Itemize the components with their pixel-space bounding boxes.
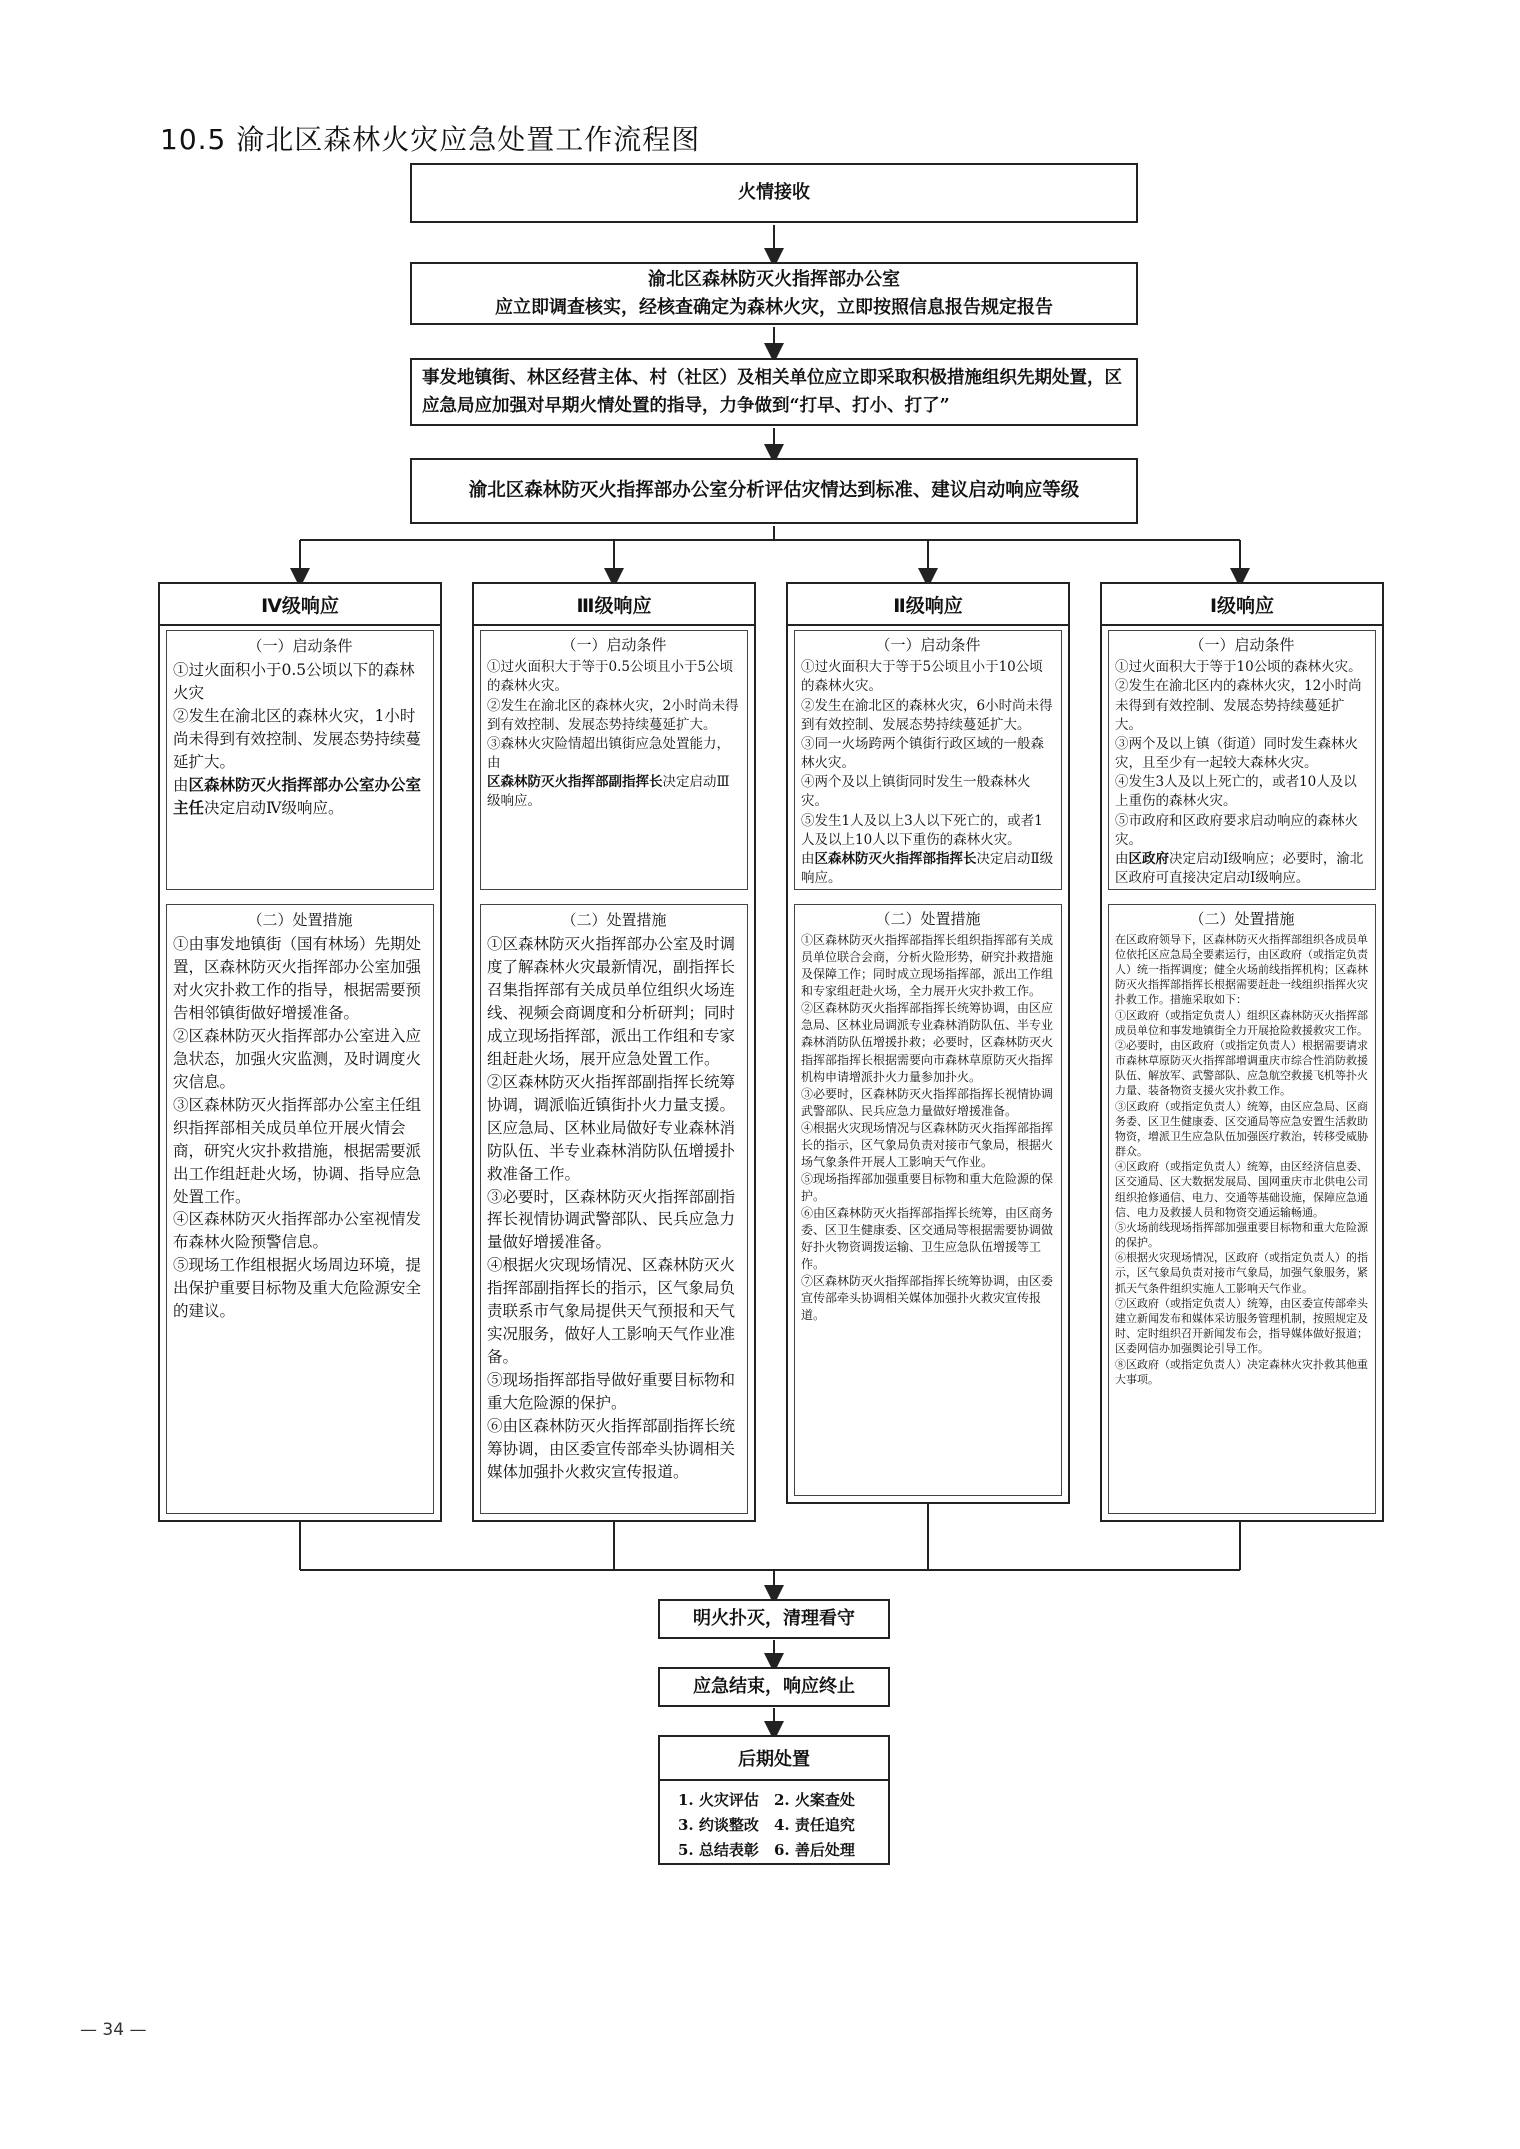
level-2-title: Ⅱ级响应 bbox=[788, 584, 1068, 626]
decision-text: 由区森林防灭火指挥部办公室办公室主任决定启动Ⅳ级响应。 bbox=[173, 774, 422, 817]
conditions-title: （一）启动条件 bbox=[247, 637, 353, 655]
page-number: — 34 — bbox=[80, 2020, 147, 2040]
level-3-conditions bbox=[480, 630, 748, 890]
level-1-column bbox=[1100, 582, 1384, 1522]
measure-item: ⑦区森林防灭火指挥部指挥长统筹协调，由区委宣传部牵头协调相关媒体加强扑火救灾宣传报道。 bbox=[801, 1273, 1054, 1322]
level-4-column bbox=[158, 582, 442, 1522]
measure-item: ②区森林防灭火指挥部副指挥长统筹协调，调派临近镇街扑火力量支援。区应急局、区林业局做好专业森林消防队伍、半专业森林消防队伍增援扑救准备工作。 bbox=[487, 1072, 736, 1183]
step-command-office bbox=[410, 262, 1138, 325]
level-3-column bbox=[472, 582, 756, 1522]
measure-item: ⑤现场指挥部指导做好重要目标物和重大危险源的保护。 bbox=[487, 1371, 736, 1412]
conditions-title: （一）启动条件 bbox=[875, 636, 981, 654]
measure-item: ②必要时，由区政府（或指定负责人）根据需要请求市森林草原防灭火指挥部增调重庆市综合性消防救援队伍、解放军、武警部队、应急航空救援飞机等扑火力量、装备物资支援火灾扑救工作。 bbox=[1115, 1038, 1368, 1098]
condition-item: ⑤发生1人及以上3人以下死亡的，或者1人及以上10人以下重伤的森林火灾。 bbox=[801, 812, 1043, 848]
level-2-measures bbox=[794, 904, 1062, 1496]
measures-title: （二）处置措施 bbox=[1189, 910, 1295, 928]
level-4-measures bbox=[166, 904, 434, 1514]
level-4-title: Ⅳ级响应 bbox=[160, 584, 440, 626]
measure-item: ⑥根据火灾现场情况，区政府（或指定负责人）的指示，区气象局负责对接市气象局，加强气象服务，紧抓天气条件组织实施人工影响天气作业。 bbox=[1115, 1251, 1368, 1295]
level-1-measures bbox=[1108, 904, 1376, 1514]
measure-item: ⑤火场前线现场指挥部加强重要目标物和重大危险源的保护。 bbox=[1115, 1220, 1368, 1250]
step-local-response: 事发地镇街、林区经营主体、村（社区）及相关单位应立即采取积极措施组织先期处置，区应急局应加强对早期火情处置的指导，力争做到“打早、打小、打了” bbox=[410, 358, 1138, 426]
condition-item: ③同一火场跨两个镇街行政区域的一般森林火灾。 bbox=[801, 735, 1044, 772]
measures-title: （二）处置措施 bbox=[875, 910, 981, 928]
decision-text: 由区政府决定启动Ⅰ级响应；必要时，渝北区政府可直接决定启动Ⅰ级响应。 bbox=[1115, 850, 1364, 887]
condition-item: ①过火面积大于等于10公顷的森林火灾。 bbox=[1115, 659, 1362, 676]
measure-item: ③必要时，区森林防灭火指挥部副指挥长视情协调武警部队、民兵应急力量做好增援准备。 bbox=[487, 1187, 736, 1252]
measure-item: ①区政府（或指定负责人）组织区森林防灭火指挥部成员单位和事发地镇街全力开展抢险救援救灾工作。 bbox=[1115, 1008, 1368, 1037]
level-3-measures bbox=[480, 904, 748, 1514]
level-3-title: Ⅲ级响应 bbox=[474, 584, 754, 626]
level-2-conditions bbox=[794, 630, 1062, 890]
condition-item: ②发生在渝北区内的森林火灾，12小时尚未得到有效控制、发展态势持续蔓延扩大。 bbox=[1115, 678, 1362, 733]
measure-item: ⑧区政府（或指定负责人）决定森林火灾扑救其他重大事项。 bbox=[1115, 1357, 1368, 1386]
post-item: 5. 总结表彰 bbox=[678, 1841, 759, 1859]
page-title: 10.5 渝北区森林火灾应急处置工作流程图 bbox=[160, 123, 701, 156]
measures-title: （二）处置措施 bbox=[561, 911, 667, 929]
level-1-title: Ⅰ级响应 bbox=[1102, 584, 1382, 626]
measure-item: ②区森林防灭火指挥部指挥长统筹协调，由区应急局、区林业局调派专业森林消防队伍、半专业森林消防队伍增援扑救；必要时，区森林防灭火指挥部指挥长根据需要向市森林草原防灭火指挥机构申请增派扑火力量参加扑火。 bbox=[801, 1001, 1054, 1084]
level-4-conditions bbox=[166, 630, 434, 890]
office-name: 渝北区森林防灭火指挥部办公室 bbox=[648, 268, 900, 290]
post-item: 1. 火灾评估 bbox=[678, 1791, 759, 1809]
condition-item: ①过火面积小于0.5公顷以下的森林火灾 bbox=[173, 661, 415, 703]
measure-item: ③区政府（或指定负责人）统筹，由区应急局、区商务委、区卫生健康委、区交通局等应急安置生活救助物资，增派卫生应急队伍加强医疗救治，转移受威胁群众。 bbox=[1115, 1099, 1368, 1159]
measure-item: ④区森林防灭火指挥部办公室视情发布森林火险预警信息。 bbox=[173, 1210, 422, 1252]
condition-item: ④两个及以上镇街同时发生一般森林火灾。 bbox=[801, 774, 1031, 810]
post-item: 4. 责任追究 bbox=[774, 1816, 855, 1834]
measure-item: ④区政府（或指定负责人）统筹，由区经济信息委、区交通局、区大数据发展局、国网重庆市北供电公司组织抢修通信、电力、交通等基础设施，保障应急通信、电力及救援人员和物资交通运输畅通。 bbox=[1115, 1160, 1368, 1219]
step-end-response: 应急结束，响应终止 bbox=[658, 1667, 890, 1707]
post-item: 6. 善后处理 bbox=[774, 1841, 855, 1859]
measure-item: ⑤现场指挥部加强重要目标物和重大危险源的保护。 bbox=[801, 1171, 1054, 1203]
measure-item: ⑦区政府（或指定负责人）统筹，由区委宣传部牵头建立新闻发布和媒体采访服务管理机制，按照规定及时、定时组织召开新闻发布会，指导媒体做好报道；区委网信办加强舆论引导工作。 bbox=[1115, 1296, 1368, 1356]
measure-item: ③必要时，区森林防灭火指挥部指挥长视情协调武警部队、民兵应急力量做好增援准备。 bbox=[801, 1086, 1054, 1118]
condition-item: ④发生3人及以上死亡的，或者10人及以上重伤的森林火灾。 bbox=[1115, 774, 1357, 810]
measure-item: ②区森林防灭火指挥部办公室进入应急状态，加强火灾监测，及时调度火灾信息。 bbox=[173, 1026, 422, 1091]
condition-item: ⑤市政府和区政府要求启动响应的森林火灾。 bbox=[1115, 812, 1358, 848]
condition-item: ②发生在渝北区的森林火灾，2小时尚未得到有效控制、发展态势持续蔓延扩大。 bbox=[487, 697, 739, 733]
measure-item: ⑥由区森林防灭火指挥部指挥长统筹，由区商务委、区卫生健康委、区交通局等根据需要协调做好扑火物资调拨运输、卫生应急队伍增援等工作。 bbox=[801, 1205, 1054, 1271]
condition-item: ①过火面积大于等于5公顷且小于10公顷的森林火灾。 bbox=[801, 659, 1043, 695]
measure-item: ⑤现场工作组根据火场周边环境，提出保护重要目标物及重大危险源安全的建议。 bbox=[173, 1256, 422, 1321]
decision-text: 由区森林防灭火指挥部指挥长决定启动Ⅱ级响应。 bbox=[801, 850, 1054, 887]
step-fire-receipt: 火情接收 bbox=[410, 163, 1138, 223]
condition-item: ②发生在渝北区的森林火灾，1小时尚未得到有效控制、发展态势持续蔓延扩大。 bbox=[173, 707, 422, 771]
step-extinguish: 明火扑灭，清理看守 bbox=[658, 1599, 890, 1639]
conditions-title: （一）启动条件 bbox=[1189, 636, 1295, 654]
measure-item: ⑥由区森林防灭火指挥部副指挥长统筹协调，由区委宣传部牵头协调相关媒体加强扑火救灾宣传报道。 bbox=[487, 1416, 736, 1481]
condition-item: ③森林火灾险情超出镇街应急处置能力，由 bbox=[487, 735, 730, 772]
post-handling-items bbox=[660, 1781, 888, 1868]
post-item: 3. 约谈整改 bbox=[678, 1816, 759, 1834]
post-handling-title: 后期处置 bbox=[660, 1737, 888, 1781]
decision-text: 区森林防灭火指挥部副指挥长决定启动Ⅲ级响应。 bbox=[487, 774, 730, 810]
condition-item: ②发生在渝北区的森林火灾，6小时尚未得到有效控制、发展态势持续蔓延扩大。 bbox=[801, 697, 1053, 733]
condition-item: ①过火面积大于等于0.5公顷且小于5公顷的森林火灾。 bbox=[487, 659, 734, 695]
condition-item: ③两个及以上镇（街道）同时发生森林火灾，且至少有一起较大森林火灾。 bbox=[1115, 735, 1358, 772]
office-instruction: 应立即调查核实，经核查确定为森林火灾，立即按照信息报告规定报告 bbox=[495, 296, 1053, 318]
measure-item: ①区森林防灭火指挥部指挥长组织指挥部有关成员单位联合会商，分析火险形势，研究扑救措施及保障工作；同时成立现场指挥部，派出工作组和专家组赶赴火场，全力展开火灾扑救工作。 bbox=[801, 933, 1054, 999]
measure-item: 在区政府领导下，区森林防灭火指挥部组织各成员单位依托区应急局全要素运行，由区政府（或指定负责人）统一指挥调度；健全火场前线指挥机构；区森林防灭火指挥部指挥长根据需要赶赴一线组织指挥火灾扑救工作。措施采取如下： bbox=[1115, 932, 1368, 1007]
measure-item: ③区森林防灭火指挥部办公室主任组织指挥部相关成员单位开展火情会商，研究火灾扑救措施，根据需要派出工作组赶赴火场，协调、指导应急处置工作。 bbox=[173, 1095, 422, 1206]
post-item: 2. 火案查处 bbox=[774, 1791, 855, 1809]
step-assess-level: 渝北区森林防灭火指挥部办公室分析评估灾情达到标准、建议启动响应等级 bbox=[410, 458, 1138, 524]
measure-item: ①由事发地镇街（国有林场）先期处置，区森林防灭火指挥部办公室加强对火灾扑救工作的指导，根据需要预告相邻镇街做好增援准备。 bbox=[173, 935, 422, 1022]
measures-title: （二）处置措施 bbox=[247, 911, 353, 929]
level-1-conditions bbox=[1108, 630, 1376, 890]
conditions-title: （一）启动条件 bbox=[561, 636, 667, 654]
measure-item: ④根据火灾现场情况与区森林防灭火指挥部指挥长的指示，区气象局负责对接市气象局，根据火场气象条件开展人工影响天气作业。 bbox=[801, 1120, 1054, 1169]
measure-item: ①区森林防灭火指挥部办公室及时调度了解森林火灾最新情况，副指挥长召集指挥部有关成员单位组织火场连线、视频会商调度和分析研判；同时成立现场指挥部，派出工作组和专家组赶赴火场，展开应急处置工作。 bbox=[487, 935, 736, 1068]
measure-item: ④根据火灾现场情况、区森林防灭火指挥部副指挥长的指示，区气象局负责联系市气象局提供天气预报和天气实况服务，做好人工影响天气作业准备。 bbox=[487, 1256, 736, 1367]
post-handling-box bbox=[658, 1735, 890, 1865]
level-2-column bbox=[786, 582, 1070, 1504]
